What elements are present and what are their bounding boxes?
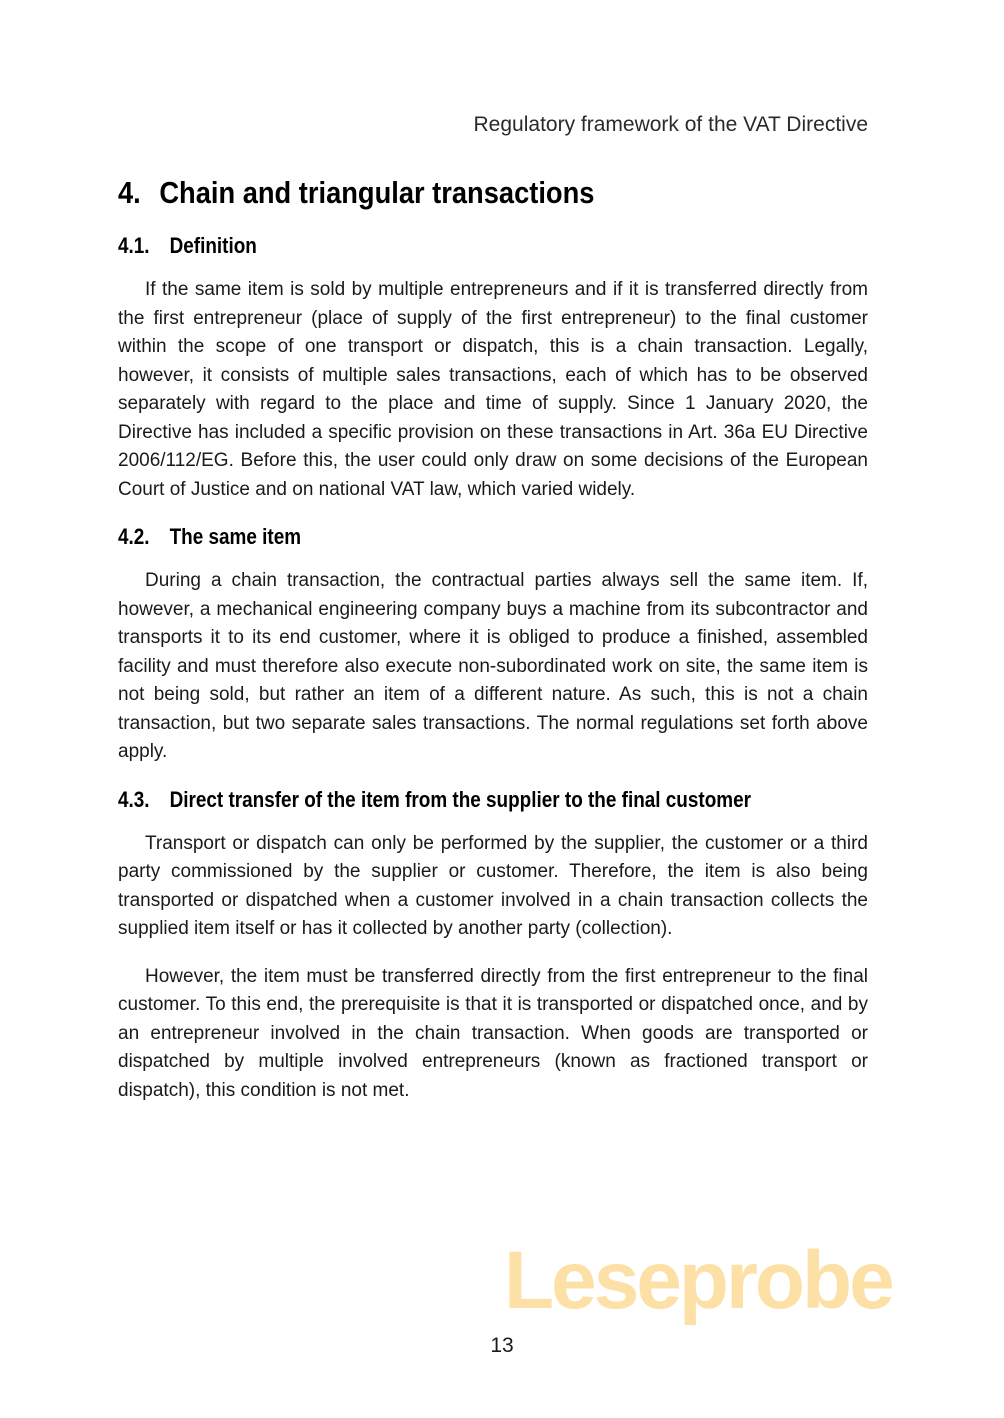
section-heading-number: 4.2. xyxy=(118,524,150,549)
section-heading-number: 4.3. xyxy=(118,786,150,812)
running-header: Regulatory framework of the VAT Directive xyxy=(473,113,868,136)
paragraph: If the same item is sold by multiple entrepreneurs and if it is transferred directly from the first entrepreneur (place of supply of the first entrepreneur) to the final customer within the scope of one transport or dispatch, this is a chain transaction. Legally, however, it consists of multiple sales transactions, each of which has to be observed separately with regard to the place and time of supply. Since 1 January 2020, the Directive has included a specific provision on these transactions in Art. 36a EU Directive 2006/112/EG. Before this, the user could only draw on some decisions of the European Court of Justice and on national VAT law, which varied widely. xyxy=(118,279,868,500)
paragraph: However, the item must be transferred directly from the first entrepreneur to the final customer. To this end, the prerequisite is that it is transported or dispatched once, and by an entrepreneur involved in the chain transaction. When goods are transported or dispatched by multiple involved entrepreneurs (known as fractioned transport or dispatch), this condition is not met. xyxy=(118,965,868,1101)
section-heading-title: The same item xyxy=(169,524,302,549)
section-heading-number: 4.1. xyxy=(118,233,150,258)
section-heading-4-2 xyxy=(118,524,763,550)
chapter-heading-title: Chain and triangular transactions xyxy=(159,175,595,210)
section-heading-title: Direct transfer of the item from the supplier to the final customer xyxy=(169,786,751,812)
document-page xyxy=(118,0,868,1124)
chapter-heading-number: 4. xyxy=(118,175,141,210)
section-heading-title: Definition xyxy=(169,233,257,258)
paragraph: Transport or dispatch can only be performed by the supplier, the customer or a third party commissioned by the supplier or customer. Therefore, the item is also being transported or dispatched when a customer involved in a chain transaction collects the supplied item itself or has it collected by another party (collection). xyxy=(118,832,868,939)
section-heading-4-3 xyxy=(118,787,763,813)
paragraph: During a chain transaction, the contractual parties always sell the same item. If, however, a mechanical engineering company buys a machine from its subcontractor and transports it to its end customer, where it is obliged to produce a finished, assembled facility and must therefore also execute non-subordinated work on site, the same item is not being sold, but rather an item of a different nature. As such, this is not a chain transaction, but two separate sales transactions. The normal regulations set forth above apply. xyxy=(118,570,868,762)
chapter-heading xyxy=(118,176,778,210)
page-number: 13 xyxy=(490,1334,514,1357)
leseprobe-watermark: Leseprobe xyxy=(504,1235,892,1326)
section-heading-4-1 xyxy=(118,233,763,259)
